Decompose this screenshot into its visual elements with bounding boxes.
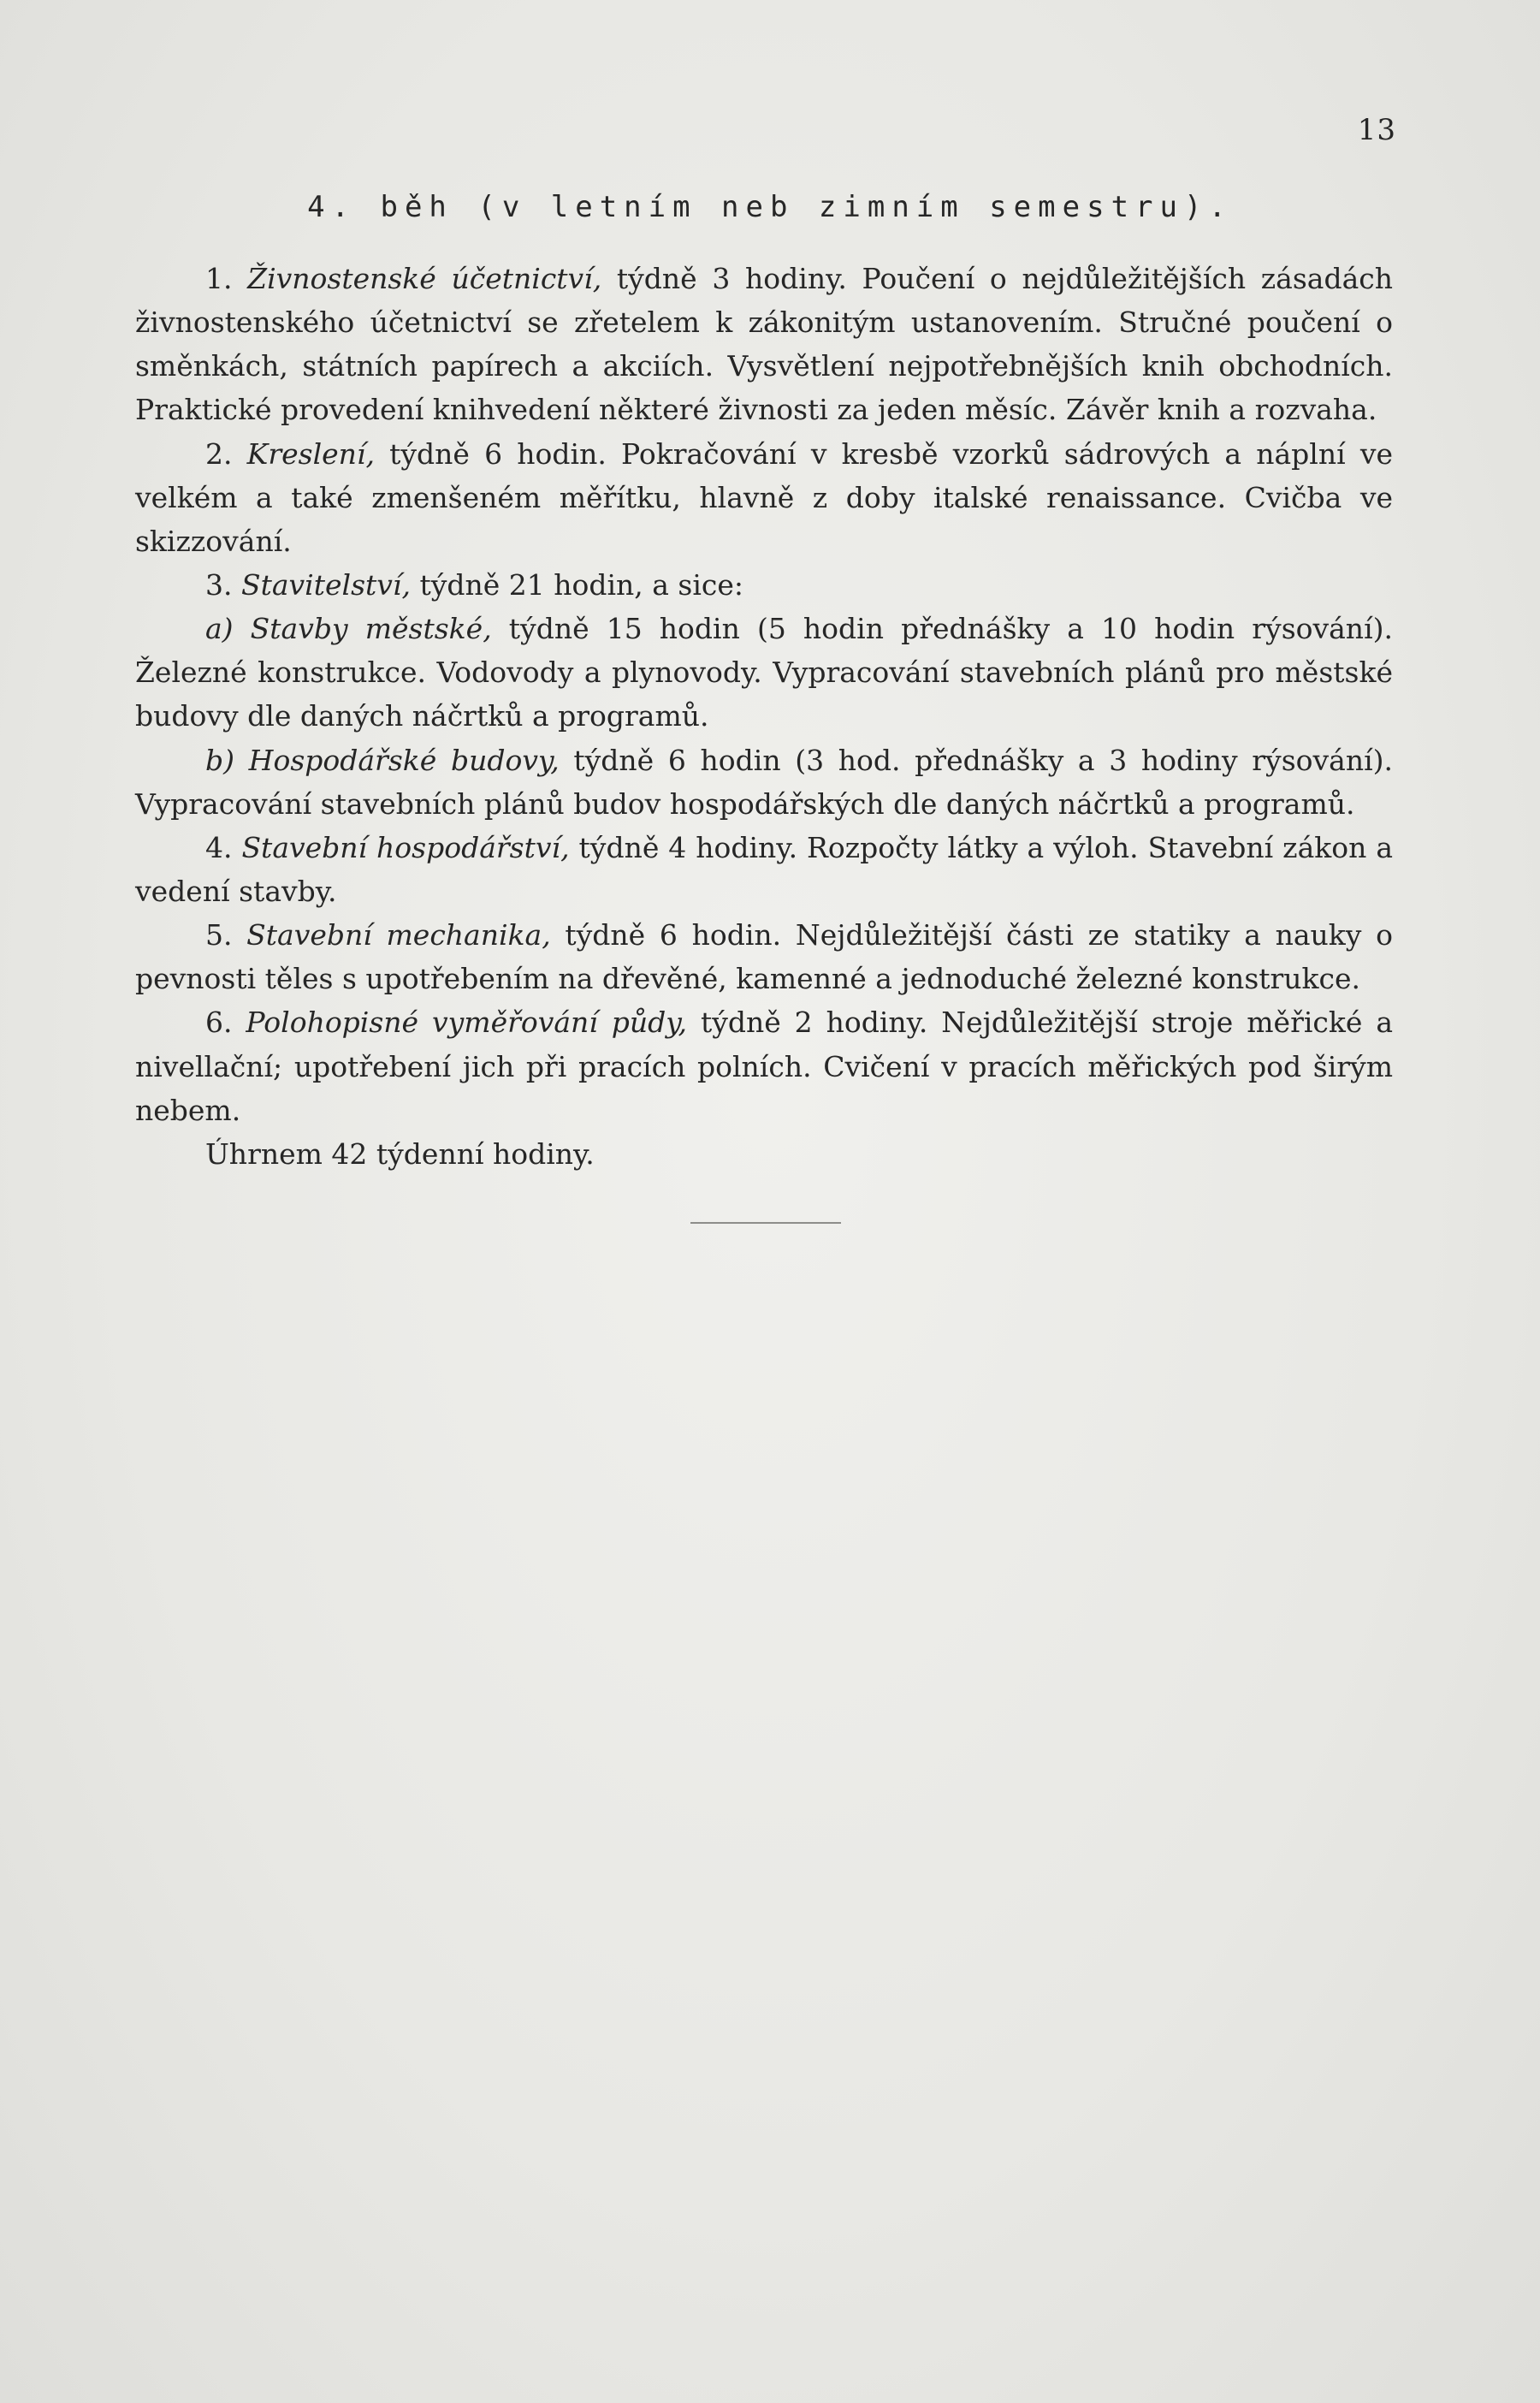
subject-name: Stavby městské, [250, 612, 492, 646]
subject-name: Hospodářské budovy, [248, 743, 560, 777]
item-number: 6. [205, 1006, 246, 1040]
subject-name: Stavební hospodářství, [241, 830, 570, 864]
paragraph-2 [135, 432, 1393, 563]
item-number: 2. [205, 436, 247, 471]
total-hours-text: Úhrnem 42 týdenní hodiny. [205, 1136, 595, 1171]
subject-name: Stavitelství, [240, 567, 411, 602]
page-number: 13 [1357, 113, 1396, 147]
paragraph-text: týdně 3 hodiny. Poučení o nejdůležitějších zásadách živnostenského účetnictví se zřetelem k zákonitým ustanovením. Stručné poučení o směnkách, státních papírech a akciích. Vysvětlení nejpotřebnějších knih obchodních. Praktické provedení knihvedení některé živnosti za jeden měsíc. Závěr knih a rozvaha. [135, 262, 1393, 427]
item-number: 5. [205, 918, 247, 952]
paragraph-text: týdně 2 hodiny. Nejdůležitější stroje měřické a nivellační; upotřebení jich při pracích polních. Cvičení v pracích měřických pod širým nebem. [135, 1006, 1393, 1127]
paragraph-text: týdně 6 hodin. Nejdůležitější části ze statiky a nauky o pevnosti těles s upotřebením na dřevěné, kamenné a jednoduché železné konstrukce. [135, 918, 1393, 996]
subject-name: Polohopisné vyměřování půdy, [246, 1006, 688, 1040]
item-number: 4. [205, 830, 242, 864]
subject-name: Stavební mechanika, [246, 918, 551, 952]
paragraph-text: týdně 15 hodin (5 hodin přednášky a 10 hodin rýsování). Železné konstrukce. Vodovody a plynovody. Vypracování stavebních plánů pro městské budovy dle daných náčrtků a programů. [135, 612, 1393, 733]
paragraph-4 [135, 826, 1393, 913]
paragraph-5 [135, 913, 1393, 1000]
item-number: 3. [205, 567, 241, 602]
paragraph-1 [135, 257, 1393, 432]
paragraph-text: týdně 4 hodiny. Rozpočty látky a výloh. Stavební zákon a vedení stavby. [135, 830, 1393, 908]
paragraph-6 [135, 1000, 1393, 1131]
subject-name: Kreslení, [246, 436, 375, 471]
subject-name: Živnostenské účetnictví, [247, 262, 602, 295]
item-letter: a) [205, 612, 251, 646]
paragraph-text: týdně 21 hodin, a sice: [410, 567, 744, 602]
paragraph-total [135, 1132, 1393, 1176]
section-divider [690, 1222, 841, 1224]
section-heading: 4. běh (v letním neb zimním semestru). [307, 190, 1233, 224]
item-number: 1. [205, 262, 248, 295]
paragraph-3b [135, 739, 1393, 826]
paragraph-text: týdně 6 hodin (3 hod. přednášky a 3 hodiny rýsování). Vypracování stavebních plánů budov hospodářských dle daných náčrtků a programů. [135, 743, 1393, 821]
paragraph-text: týdně 6 hodin. Pokračování v kresbě vzorků sádrových a náplní ve velkém a také zmenšeném měřítku, hlavně z doby italské renaissance. Cvičba ve skizzování. [135, 436, 1393, 558]
paragraph-3a [135, 607, 1393, 738]
paragraph-3 [135, 563, 1393, 607]
item-letter: b) [205, 743, 249, 777]
body-text [135, 257, 1393, 1176]
